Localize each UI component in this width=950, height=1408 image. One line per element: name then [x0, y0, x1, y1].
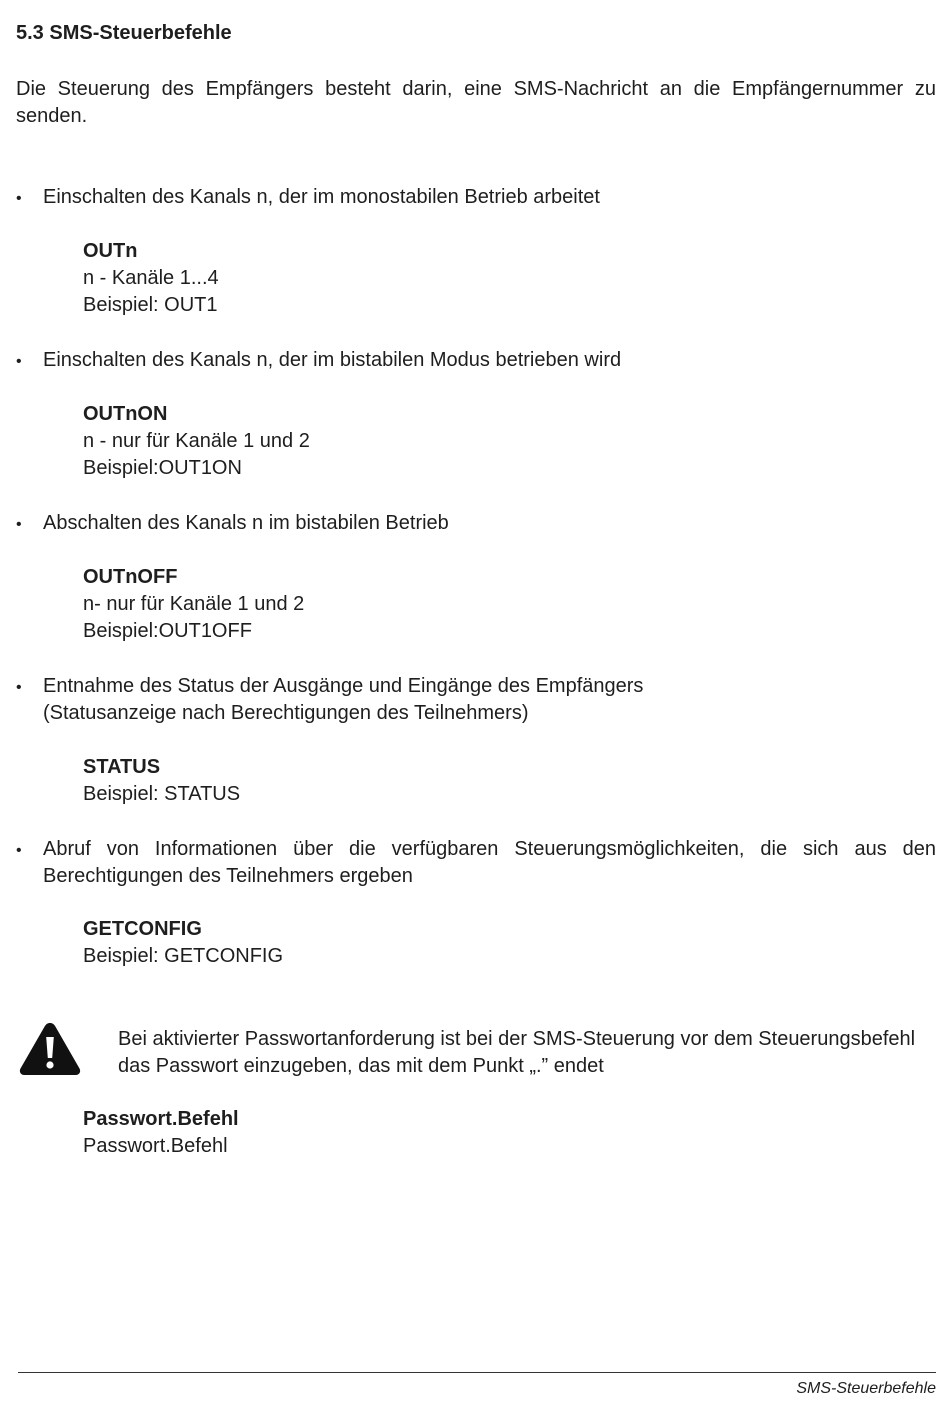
warning-triangle-icon	[18, 1020, 82, 1078]
list-item-text: Einschalten des Kanals n, der im monostabilen Betrieb arbeitet	[43, 186, 600, 208]
bullet-marker: •	[16, 516, 22, 533]
command-name: GETCONFIG	[83, 918, 202, 940]
command-example: Beispiel: OUT1	[83, 294, 218, 316]
command-example: Beispiel: STATUS	[83, 783, 241, 805]
bullet-marker: •	[16, 353, 22, 370]
command-name: OUTnOFF	[83, 566, 178, 588]
command-name: Passwort.Befehl	[83, 1108, 239, 1130]
command-example: Beispiel: GETCONFIG	[83, 945, 284, 967]
list-item-text-continued: (Statusanzeige nach Berechtigungen des Teilnehmers)	[43, 702, 529, 724]
command-name: OUTn	[83, 240, 138, 262]
bullet-marker: •	[16, 679, 22, 696]
footer-divider	[18, 1372, 936, 1373]
command-detail: n - nur für Kanäle 1 und 2	[83, 430, 310, 452]
bullet-marker: •	[16, 842, 22, 859]
command-name: STATUS	[83, 756, 161, 778]
section-title: 5.3 SMS-Steuerbefehle	[16, 22, 232, 44]
list-item-text: Abruf von Informationen über die verfügbaren Steuerungsmöglichkeiten, die sich aus den Berechtigungen des Teilnehmers ergeben	[43, 838, 936, 887]
command-example: Beispiel:OUT1ON	[83, 457, 242, 479]
list-item-text: Entnahme des Status der Ausgänge und Eingänge des Empfängers	[43, 675, 644, 697]
command-name: OUTnON	[83, 403, 168, 425]
footer-section-label: SMS-Steuerbefehle	[796, 1380, 936, 1397]
command-example: Beispiel:OUT1OFF	[83, 620, 252, 642]
bullet-marker: •	[16, 190, 22, 207]
warning-text: Bei aktivierter Passwortanforderung ist bei der SMS-Steuerung vor dem Steuerungsbefehl das Passwort einzugeben, das mit dem Punkt „.” endet	[118, 1028, 916, 1077]
list-item-text: Einschalten des Kanals n, der im bistabilen Modus betrieben wird	[43, 349, 622, 371]
list-item-text: Abschalten des Kanals n im bistabilen Betrieb	[43, 512, 449, 534]
command-example: Passwort.Befehl	[83, 1135, 228, 1157]
command-detail: n- nur für Kanäle 1 und 2	[83, 593, 305, 615]
command-detail: n - Kanäle 1...4	[83, 267, 219, 289]
intro-paragraph: Die Steuerung des Empfängers besteht darin, eine SMS-Nachricht an die Empfängernummer zu senden.	[16, 78, 936, 127]
